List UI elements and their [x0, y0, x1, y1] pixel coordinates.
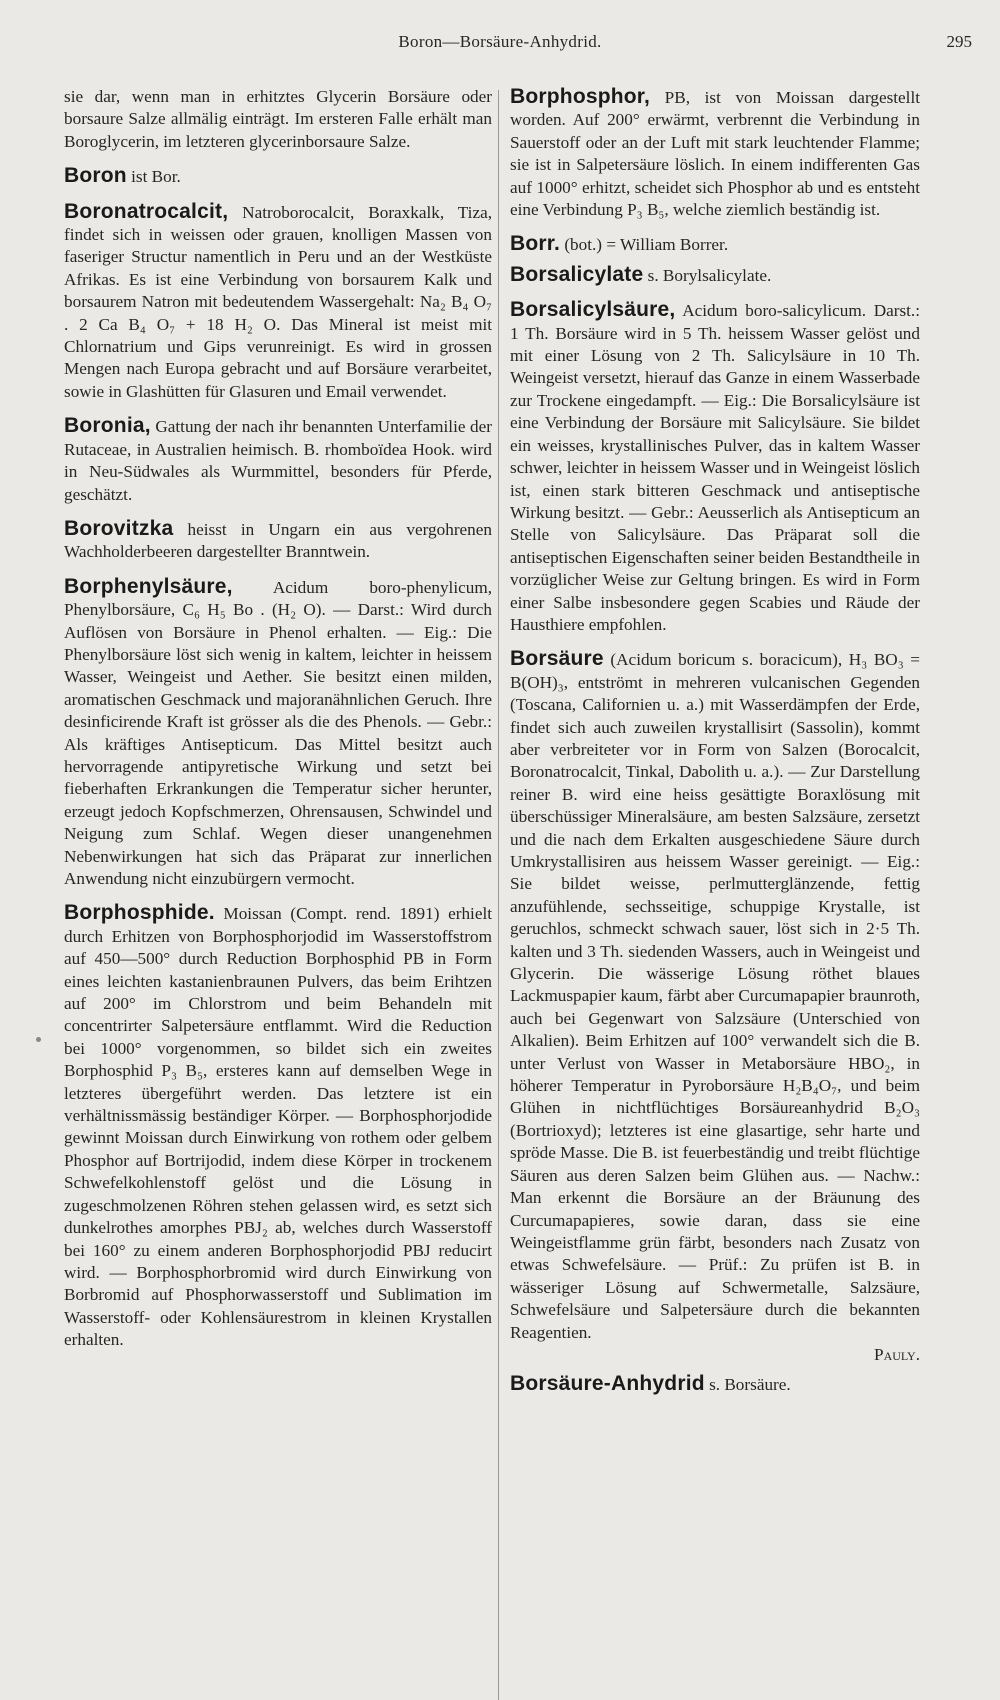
entry-borphosphor	[510, 86, 920, 221]
entry-text: s. Borsäure.	[704, 1375, 791, 1395]
entry-borovitzka	[64, 518, 492, 564]
right-column	[510, 86, 920, 1397]
entry-headword: Borsäure	[510, 647, 604, 671]
entry-borphenylsaeure	[64, 576, 492, 891]
entry-headword: Borsäure-Anhydrid	[510, 1372, 705, 1396]
entry-headword: Boron	[64, 164, 127, 188]
entry-headword: Borovitzka	[64, 516, 174, 540]
entry-borsaeure-anhydrid	[510, 1373, 920, 1396]
entry-text: (Acidum boricum s. boracicum), H₃ BO₃ = B(OH)₃, entströmt in mehreren vulcanischen Gegenden (Toscana, Californien u. a.) mit Wasserdämpfen der Erde, findet sich auch zuweilen krystallisirt (Sassolin), kommt aber verbreiteter vor in Form von Salzen (Borocalcit, Boronatrocalcit, Tinkal, Dabolith u. a.). — Zur Darstellung reiner B. wird eine heiss gesättigte Boraxlösung mit überschüssiger Mineralsäure, am besten Salzsäure, zersetzt und die nach dem Erkalten ausgeschiedene Säure durch Umkrystallisiren aus heissem Wasser gereinigt. — Eig.: Sie bildet weisse, perlmutterglänzende, fettig anzufühlende, sechsseitige, schuppige Krystalle, ist geruchlos, schmeckt schwach sauer, löst sich in 2·5 Th. kalten und 3 Th. siedenden Wassers, auch in Weingeist und Glycerin. Die wässerige Lösung röthet blaues Lackmuspapier kaum, färbt aber Curcumapapier braunroth, auch bei Gegenwart von Salzsäure (Unterschied von Alkalien). Beim Erhitzen auf 100° verwandelt sich die B. unter Verlust von Wasser in Metaborsäure HBO₂, in höherer Temperatur in Pyroborsäure H₂B₄O₇, und beim Glühen in nichtflüchtiges Borsäureanhydrid B₂O₃ (Bortrioxyd); letzteres ist eine glasartige, sehr harte und spröde Masse. Die B. ist feuerbeständig und treibt flüchtige Säuren aus deren Salzen beim Glühen aus. — Nachw.: Man erkennt die Borsäure an der Bräunung des Curcumapapieres, sowie daran, dass sie eine Weingeistflamme grün färbt, besonders nach Zusatz von etwas Schwefelsäure. — Prüf.: Zu prüfen ist B. in wässeriger Lösung auf Schwermetalle, Salzsäure, Schwefelsäure und Salpetersäure durch die bekannten Reagentien.	[510, 650, 920, 1342]
entry-headword: Borsalicylsäure,	[510, 298, 676, 322]
entry-text: sie dar, wenn man in erhitztes Glycerin Borsäure oder borsaure Salze allmälig einträgt. Im ersteren Falle erhält man Boroglycerin, im letzteren glycerinborsaure Salze.	[64, 87, 492, 151]
entry-borphosphide	[64, 902, 492, 1351]
entry-headword: Borphenylsäure,	[64, 574, 233, 598]
entry-headword: Borr.	[510, 232, 561, 256]
entry-boronatrocalcit	[64, 201, 492, 404]
entry-boron	[64, 165, 492, 188]
column-divider	[498, 90, 499, 1700]
entry-borsalicylate	[510, 264, 920, 287]
entry-headword: Boronatrocalcit,	[64, 199, 229, 223]
entry-headword: Boronia,	[64, 414, 151, 438]
print-speck	[36, 1037, 41, 1042]
entry-text: Acidum boro-phenylicum, Phenylborsäure, C₆ H₅ Bo . (H₂ O). — Darst.: Wird durch Auflösen von Borsäure in Phenol erhalten. — Eig.: Die Phenylborsäure löst sich wenig in kaltem, leichter in heissem Wasser, Weingeist und Aether. Sie besitzt einen milden, aromatischen Geschmack und majoranähnlichen Geruch. Ihre desinficirende Kraft ist grösser als die des Phenols. — Gebr.: Als kräftiges Antisepticum. Das Mittel besitzt auch hervorragende antipyretische Wirkung und setzt bei fieberhaften Erkrankungen die Temperatur sicher herunter, erzeugt jedoch Kopfschmerzen, Ohrensausen, Schwindel und Neigung zum Schlaf. Wegen dieser unangenehmen Nebenwirkungen hat sich das Präparat zur innerlichen Anwendung nicht einzubürgern vermocht.	[64, 577, 492, 888]
entry-text: heisst in Ungarn ein aus vergohrenen Wachholderbeeren dargestellter Branntwein.	[64, 519, 492, 562]
entry-borr	[510, 233, 920, 256]
entry-text: Natroborocalcit, Boraxkalk, Tiza, findet sich in weissen oder grauen, knolligen Massen von faseriger Structur namentlich in Peru und an der Westküste Afrikas. Es ist eine Verbindung von borsaurem Kalk und borsaurem Natron mit bedeutendem Wassergehalt: Na₂ B₄ O₇ . 2 Ca B₄ O₇ + 18 H₂ O. Das Mineral ist meist mit Chlornatrium und Gips verunreinigt. Es wird in grossen Mengen nach Europa gebracht und auf Borsäure verarbeitet, sowie in Glashütten für Glasuren und Email verwendet.	[64, 202, 492, 401]
entry-text: (bot.) = William Borrer.	[560, 235, 729, 255]
entry-headword: Borphosphide.	[64, 901, 215, 925]
page-number: 295	[946, 32, 972, 51]
entry-text: ist Bor.	[126, 167, 181, 187]
entry-headword: Borphosphor,	[510, 85, 651, 108]
running-title: Boron—Borsäure-Anhydrid.	[398, 32, 602, 51]
entry-continuation	[64, 86, 492, 153]
entry-text: PB, ist von Moissan dargestellt worden. Auf 200° erwärmt, verbrennt die Verbindung in Sauerstoff oder an der Luft mit stark leuchtender Flamme; sie ist in Salpetersäure löslich. In einem indifferenten Gas auf 1000° erhitzt, scheidet sich Phosphor ab und es entsteht eine Verbindung P₃ B₅, welche ziemlich beständig ist.	[510, 88, 920, 220]
entry-text: s. Borylsalicylate.	[643, 265, 772, 285]
entry-borsaeure	[510, 648, 920, 1366]
entry-headword: Borsalicylate	[510, 262, 644, 286]
entry-boronia	[64, 415, 492, 506]
entry-borsalicylsaeure	[510, 299, 920, 636]
author-signature: Pauly.	[874, 1344, 920, 1364]
entry-text: Gattung der nach ihr benannten Unterfamilie der Rutaceae, in Australien heimisch. B. rhomboïdea Hook. wird in Neu-Südwales als Wurmmittel, besonders für Pferde, geschätzt.	[64, 417, 492, 504]
page-header	[0, 32, 1000, 56]
entry-text: Acidum boro-salicylicum. Darst.: 1 Th. Borsäure wird in 5 Th. heissem Wasser gelöst und mit einer Lösung von 2 Th. Salicylsäure in 10 Th. Weingeist versetzt, hierauf das Ganze in einem Wasserbade zur Trockene eingedampft. — Eig.: Die Borsalicylsäure ist eine Verbindung der Borsäure mit Salicylsäure. Sie bildet ein weisses, krystallinisches Pulver, das in kaltem Wasser schwer, leichter in heissem Wasser und in Weingeist löslich ist, einen stark bitteren Geschmack und antiseptische Wirkung besitzt. — Gebr.: Aeusserlich als Antisepticum an Stelle von Salicylsäure. Das Präparat soll die antiseptischen Eigenschaften seiner beiden Bestandtheile in vorzüglicher Weise zur Geltung bringen. Es wird in Form einer Salbe insbesondere gegen Scabies und Räude der Hausthiere empfohlen.	[510, 301, 920, 634]
entry-text: Moissan (Compt. rend. 1891) erhielt durch Erhitzen von Borphosphorjodid im Wasserstoffstrom auf 450—500° durch Reduction Borphosphid PB in Form eines leichten kastanienbraunen Pulvers, das beim Erihtzen auf 200° im Chlorstrom und beim Behandeln mit concentrirter Salpetersäure entflammt. Wird die Reduction bei 1000° vorgenommen, so bildet sich ein zweites Borphosphid P₃ B₅, ersteres kann auf demselben Wege in letzteres übergeführt werden. Das letztere ist ein verhältnissmässig beständiger Körper. — Borphosphorjodide gewinnt Moissan durch Einwirkung von rothem oder gelbem Phosphor auf Bortrijodid, indem diese Körper in trockenem Schwefelkohlenstoff gelöst und die Lösung in zugeschmolzenen Röhren stehen gelassen wird, es setzt sich dunkelrothes amorphes PBJ₂ ab, welches durch Wasserstoff bei 160° zu einem anderen Borphosphorjodid PBJ reducirt wird. — Borphosphorbromid wird durch Einwirkung von Borbromid auf Phosphorwasserstoff und Sublimation im Wasserstoff- oder Kohlensäurestrom in kleinen Krystallen erhalten.	[64, 904, 492, 1350]
left-column	[64, 86, 492, 1352]
